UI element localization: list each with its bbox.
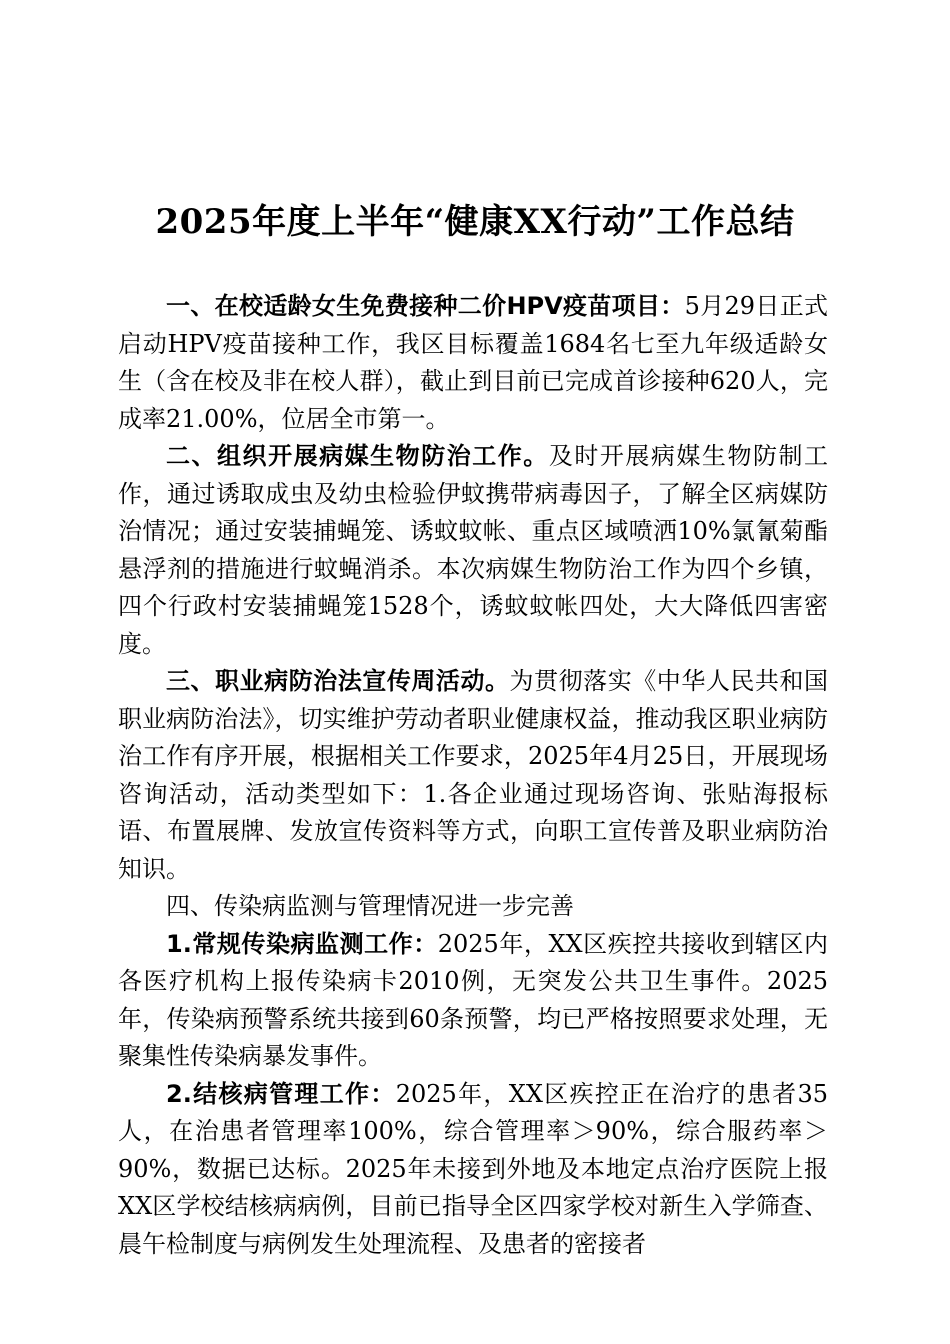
paragraph-heading: 2.结核病管理工作： xyxy=(166,1079,396,1108)
paragraph-heading: 一、在校适龄女生免费接种二价HPV疫苗项目： xyxy=(166,292,685,320)
paragraph-text: 及时开展病媒生物防制工作，通过诱取成虫及幼虫检验伊蚊携带病毒因子，了解全区病媒防治情况；通过安装捕蝇笼、诱蚊蚊帐、重点区域喷洒10%氯氰菊酯悬浮剂的措施进行蚊蝇消杀。本次病媒生物防治工作为四个乡镇，四个行政村安装捕蝇笼1528个，诱蚊蚊帐四处，大大降低四害密度。 xyxy=(118,442,829,658)
document-title: 2025年度上半年“健康XX行动”工作总结 xyxy=(155,202,795,242)
paragraph-hpv-vaccine xyxy=(118,288,828,438)
paragraph-heading: 1.常规传染病监测工作： xyxy=(166,929,438,958)
paragraph-vector-control xyxy=(118,438,828,663)
paragraph-text: 四、传染病监测与管理情况进一步完善 xyxy=(166,892,574,920)
paragraph-text: 为贯彻落实《中华人民共和国职业病防治法》，切实维护劳动者职业健康权益，推动我区职业病防治工作有序开展，根据相关工作要求，2025年4月25日，开展现场咨询活动，活动类型如下：1.各企业通过现场咨询、张贴海报标语、布置展牌、发放宣传资料等方式，向职工宣传普及职业病防治知识。 xyxy=(118,667,829,883)
paragraph-heading: 三、职业病防治法宣传周活动。 xyxy=(166,667,510,695)
paragraph-heading: 二、组织开展病媒生物防治工作。 xyxy=(166,442,549,470)
paragraph-routine-monitoring xyxy=(118,926,828,1076)
paragraph-tuberculosis-management xyxy=(118,1076,828,1264)
paragraph-occupational-disease-week xyxy=(118,663,828,888)
paragraph-text: 5月29日正式启动HPV疫苗接种工作，我区目标覆盖1684名七至九年级适龄女生（含在校及非在校人群），截止到目前已完成首诊接种620人，完成率21.00%，位居全市第一。 xyxy=(118,292,829,433)
document-body xyxy=(118,288,828,1263)
paragraph-text: 2025年，XX区疾控共接收到辖区内各医疗机构上报传染病卡2010例，无突发公共卫生事件。2025年，传染病预警系统共接到60条预警，均已严格按照要求处理，无聚集性传染病暴发事件。 xyxy=(118,929,828,1070)
section-heading-infectious-disease xyxy=(118,888,828,926)
paragraph-text: 2025年，XX区疾控正在治疗的患者35人，在治患者管理率100%，综合管理率＞90%，综合服药率＞90%，数据已达标。2025年未接到外地及本地定点治疗医院上报XX区学校结核病病例，目前已指导全区四家学校对新生入学筛查、晨午检制度与病例发生处理流程、及患者的密接者 xyxy=(118,1079,828,1258)
